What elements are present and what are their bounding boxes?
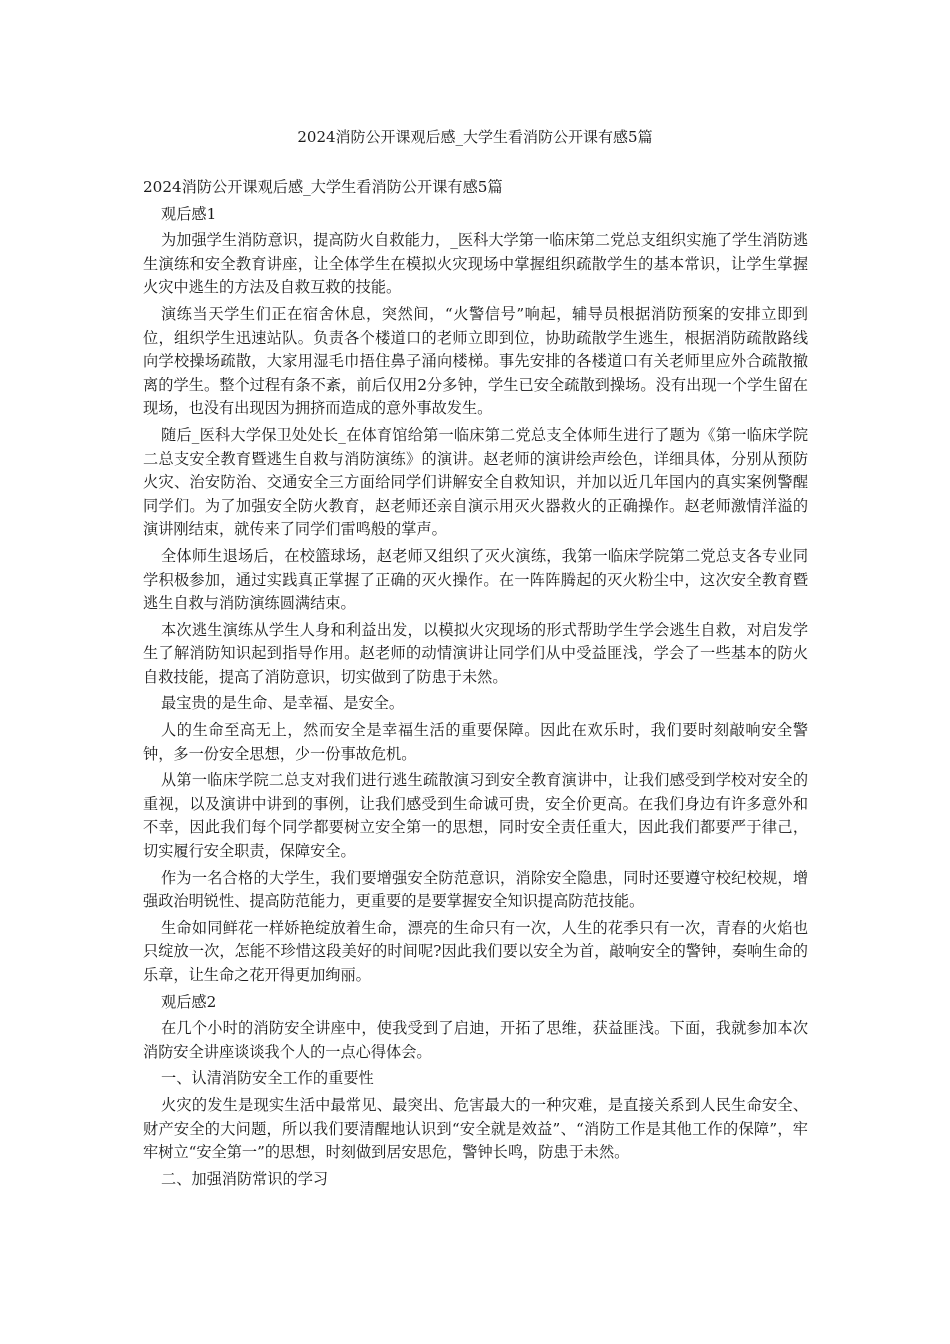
- paragraph: 全体师生退场后，在校篮球场，赵老师又组织了灭火演练，我第一临床学院第二党总支各专业同学积极参加，通过实践真正掌握了正确的灭火操作。在一阵阵腾起的灭火粉尘中，这次安全教育暨逃生自救与消防演练圆满结束。: [143, 546, 808, 613]
- paragraph: 火灾的发生是现实生活中最常见、最突出、危害最大的一种灾难，是直接关系到人民生命安全、财产安全的大问题，所以我们要清醒地认识到“安全就是效益”、“消防工作是其他工作的保障”，牢牢树立“安全第一”的思想，时刻做到居安思危，警钟长鸣，防患于未然。: [143, 1095, 808, 1162]
- subheading: 一、认清消防安全工作的重要性: [161, 1069, 374, 1088]
- paragraph: 演练当天学生们正在宿舍休息，突然间，“火警信号”响起，辅导员根据消防预案的安排立即到位，组织学生迅速站队。负责各个楼道口的老师立即到位，协助疏散学生逃生，根据消防疏散路线向学校操场疏散，大家用湿毛巾捂住鼻子涌向楼梯。事先安排的各楼道口有关老师里应外合疏散撤离的学生。整个过程有条不紊，前后仅用2分多钟，学生已安全疏散到操场。没有出现一个学生留在现场，也没有出现因为拥挤而造成的意外事故发生。: [143, 304, 808, 418]
- subheading: 二、加强消防常识的学习: [161, 1169, 329, 1188]
- paragraph: 本次逃生演练从学生人身和利益出发，以模拟火灾现场的形式帮助学生学会逃生自救，对启发学生了解消防知识起到指导作用。赵老师的动情演讲让同学们从中受益匪浅，学会了一些基本的防火自救技能，提高了消防意识，切实做到了防患于未然。: [143, 620, 808, 686]
- section-heading-1: 观后感1: [161, 204, 217, 223]
- document-heading: 2024消防公开课观后感_大学生看消防公开课有感5篇: [143, 178, 503, 196]
- paragraph: 生命如同鲜花一样娇艳绽放着生命，漂亮的生命只有一次，人生的花季只有一次，青春的火焰也只绽放一次，怎能不珍惜这段美好的时间呢?因此我们要以安全为首，敲响安全的警钟，奏响生命的乐章，让生命之花开得更加绚丽。: [143, 918, 808, 984]
- paragraph: 从第一临床学院二总支对我们进行逃生疏散演习到安全教育演讲中，让我们感受到学校对安全的重视，以及演讲中讲到的事例，让我们感受到生命诚可贵，安全价更高。在我们身边有许多意外和不幸，因此我们每个同学都要树立安全第一的思想，同时安全责任重大，因此我们都要严于律己，切实履行安全职责，保障安全。: [143, 771, 808, 861]
- section-heading-2: 观后感2: [161, 992, 217, 1011]
- document-title: 2024消防公开课观后感_大学生看消防公开课有感5篇: [297, 128, 653, 146]
- paragraph: 人的生命至高无上，然而安全是幸福生活的重要保障。因此在欢乐时，我们要时刻敲响安全警钟，多一份安全思想，少一份事故危机。: [143, 721, 808, 763]
- document-body: [143, 176, 808, 1194]
- paragraph: 最宝贵的是生命、是幸福、是安全。: [161, 694, 404, 713]
- paragraph: 为加强学生消防意识，提高防火自救能力，_医科大学第一临床第二党总支组织实施了学生消防逃生演练和安全教育讲座，让全体学生在模拟火灾现场中掌握组织疏散学生的基本常识，让学生掌握火灾中逃生的方法及自救互救的技能。: [143, 231, 808, 297]
- paragraph: 随后_医科大学保卫处处长_在体育馆给第一临床第二党总支全体师生进行了题为《第一临床学院二总支安全教育暨逃生自救与消防演练》的演讲。赵老师的演讲绘声绘色，详细具体，分别从预防火灾、治安防治、交通安全三方面给同学们讲解安全自救知识，并加以近几年国内的真实案例警醒同学们。为了加强安全防火教育，赵老师还亲自演示用灭火器救火的正确操作。赵老师激情洋溢的演讲刚结束，就传来了同学们雷鸣般的掌声。: [143, 425, 808, 539]
- paragraph: 在几个小时的消防安全讲座中，使我受到了启迪，开拓了思维，获益匪浅。下面，我就参加本次消防安全讲座谈谈我个人的一点心得体会。: [143, 1019, 808, 1061]
- paragraph: 作为一名合格的大学生，我们要增强安全防范意识，消除安全隐患，同时还要遵守校纪校规，增强政治明锐性、提高防范能力，更重要的是要掌握安全知识提高防范技能。: [143, 868, 808, 911]
